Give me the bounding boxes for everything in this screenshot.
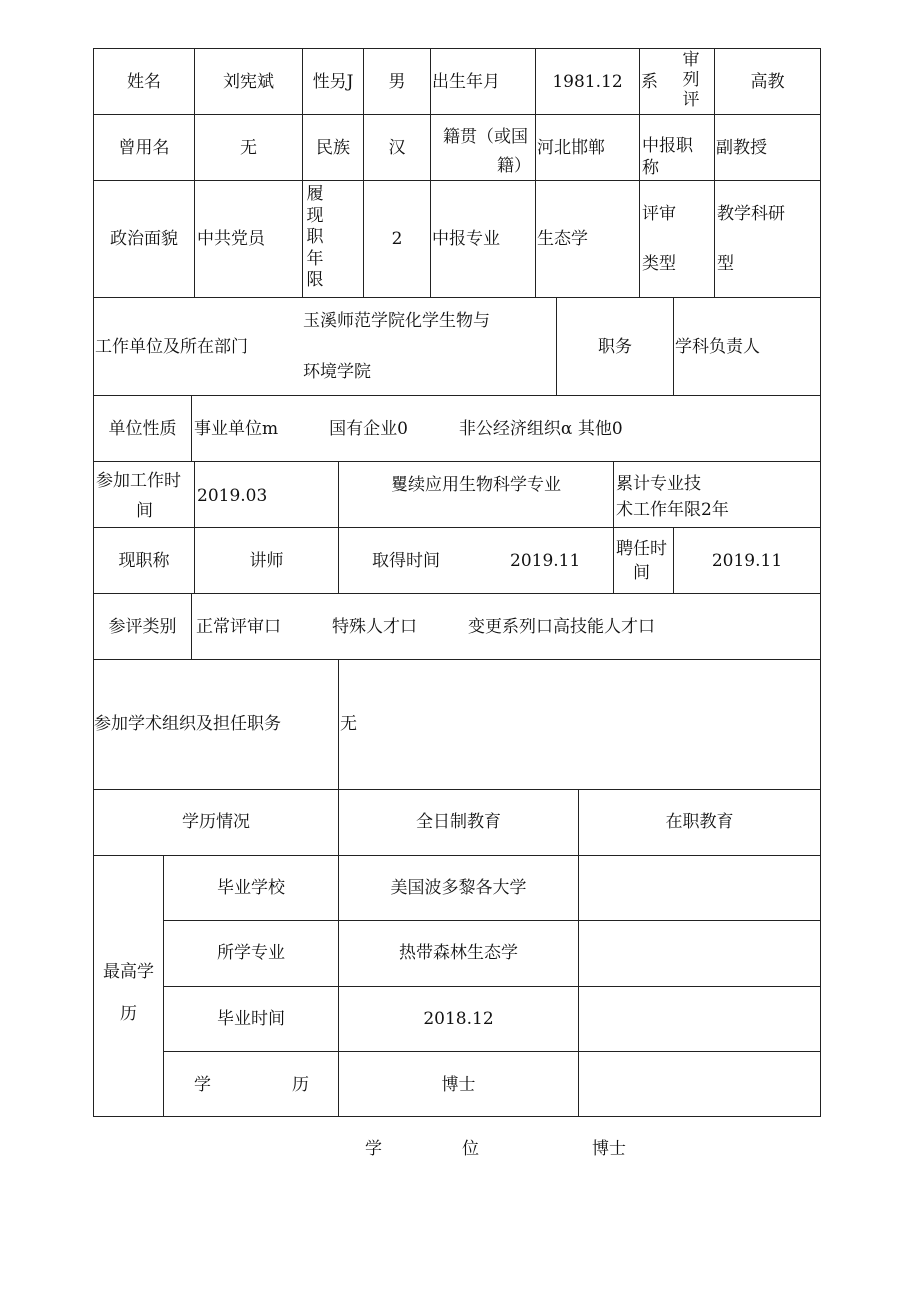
sex-value: 男	[388, 72, 406, 92]
nature-label: 单位性质	[108, 419, 177, 439]
grad-label: 毕业时间	[217, 1009, 285, 1029]
footer-label-b: 位	[462, 1139, 479, 1159]
edu-major-value: 热带森林生态学	[399, 943, 518, 963]
obtain-value: 2019.11	[510, 551, 581, 571]
edu-header-label: 学历情况	[182, 812, 250, 832]
politics-label: 政治面貌	[110, 229, 178, 249]
post-value: 学科负责人	[675, 337, 760, 357]
birth-label: 出生年月	[432, 72, 500, 92]
school-value: 美国波多黎各大学	[390, 878, 527, 898]
category-options: 正常评审口 特殊人才口 变更系列口高技能人才口	[196, 617, 655, 637]
review-type-value-2: 型	[717, 254, 734, 274]
grad-value: 2018.12	[423, 1009, 494, 1029]
highest-edu-label-1: 最高学	[103, 962, 154, 982]
cur-title-value: 讲师	[249, 551, 284, 571]
birth-value: 1981.12	[552, 72, 623, 92]
degree-label-a: 学	[194, 1075, 211, 1095]
series-label-left: 系	[641, 72, 658, 92]
alias-label: 曾用名	[118, 138, 170, 158]
post-label: 职务	[598, 337, 632, 357]
highest-edu-label-2: 历	[120, 1004, 137, 1024]
degree-value: 博士	[441, 1075, 476, 1095]
apply-title-label-2: 称	[642, 158, 659, 178]
apply-title-label-1: 中报职	[642, 136, 693, 156]
unit-label: 工作单位及所在部门	[95, 337, 248, 357]
hire-value: 2019.11	[711, 551, 783, 571]
category-label: 参评类别	[108, 617, 177, 637]
school-label: 毕业学校	[217, 878, 285, 898]
tenure-value: 2	[391, 229, 403, 249]
degree-label-b: 历	[292, 1075, 309, 1095]
origin-label-2: 籍）	[497, 156, 531, 176]
footer-value: 博士	[592, 1139, 626, 1159]
nature-options: 事业单位m 国有企业0 非公经济组织α 其他0	[194, 419, 623, 439]
unit-value-2: 环境学院	[303, 362, 371, 382]
unit-value-1: 玉溪师范学院化学生物与	[303, 311, 490, 331]
start-value: 2019.03	[197, 486, 268, 506]
apply-title-value: 副教授	[716, 138, 767, 158]
in-service-header: 在职教育	[665, 812, 734, 832]
cum-label-1: 累计专业技	[616, 474, 701, 494]
start-label-1: 参加工作时	[96, 471, 181, 491]
name-label: 姓名	[127, 72, 161, 92]
review-type-label-2: 类型	[642, 254, 676, 274]
edu-major-label: 所学专业	[217, 943, 285, 963]
origin-label-1: 籍贯（或国	[443, 127, 528, 147]
origin-value: 河北邯郸	[537, 138, 605, 158]
academic-org-value: 无	[340, 714, 357, 734]
review-type-label-1: 评审	[642, 204, 676, 224]
academic-org-label: 参加学术组织及担任职务	[94, 714, 281, 734]
start-label-2: 间	[136, 501, 153, 521]
politics-value: 中共党员	[197, 229, 265, 249]
review-type-value-1: 教学科研	[717, 204, 785, 224]
footer-label-a: 学	[365, 1139, 382, 1159]
obtain-label: 取得时间	[372, 551, 440, 571]
full-time-header: 全日制教育	[416, 812, 501, 832]
series-label-right: 审列评	[682, 50, 700, 110]
major-label: 中报专业	[432, 229, 500, 249]
series-value: 高教	[750, 72, 785, 92]
sex-label: 性另J	[312, 72, 354, 92]
major-value: 生态学	[537, 229, 588, 249]
cur-title-label: 现职称	[118, 551, 170, 571]
hire-label-1: 聘任时	[616, 539, 667, 559]
continued-major: 矍续应用生物科学专业	[391, 475, 561, 495]
cum-label-2: 术工作年限2年	[616, 500, 729, 520]
name-value: 刘宪斌	[223, 72, 274, 92]
hire-label-2: 间	[633, 563, 650, 583]
ethnic-label: 民族	[316, 138, 350, 158]
tenure-label: 履现职年限	[306, 184, 324, 290]
alias-value: 无	[240, 138, 257, 158]
ethnic-value: 汉	[388, 138, 406, 158]
